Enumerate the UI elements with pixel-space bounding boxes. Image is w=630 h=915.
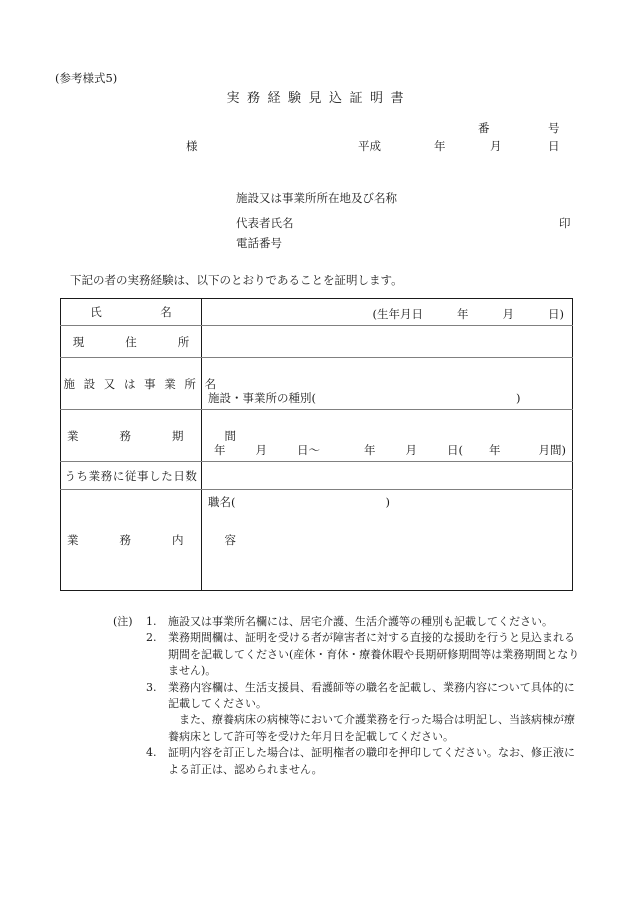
note-body [168,680,583,746]
note-paragraph: 施設又は事業所名欄には、居宅介護、生活介護等の種別も記載してください。 [168,615,553,628]
date-day-label: 日 [548,139,560,153]
period-start-month-label: 月 [255,443,267,457]
note-paragraph: 業務内容欄は、生活支援員、看護師等の職名を記載し、業務内容について具体的に記載してください。 [168,680,575,711]
period-total-year-label: 年 [489,443,501,457]
row-label-period-text: 業 務 期 間 [67,428,242,443]
row-label-period [61,410,242,462]
period-end-day-label: 日( [447,443,463,457]
list-item [146,630,583,679]
issue-date-row [330,138,580,155]
notes-list [146,614,583,778]
table-row [61,358,573,410]
row-value-name[interactable] [202,299,573,326]
row-label-facility-text: 施 設 又 は 事 業 所 名 [63,376,219,391]
facility-type-close-label: ) [516,391,521,405]
document-number-gou-label: 号 [548,121,560,135]
row-value-address[interactable] [202,326,573,358]
date-year-label: 年 [434,139,446,153]
notes-section [113,614,583,778]
period-end-month-label: 月 [405,443,417,457]
note-number: 1. [146,615,157,628]
document-number-row [330,120,580,137]
facility-type-inline [208,390,521,406]
facility-type-open-label: 施設・事業所の種別( [208,391,316,405]
birthdate-prefix-label: (生年月日 [372,307,423,321]
note-number: 4. [146,746,157,760]
addressee-suffix-label: 様 [186,139,198,153]
list-item [146,745,583,778]
row-value-period[interactable] [202,410,573,462]
note-body [168,614,583,630]
row-value-facility[interactable] [202,358,573,410]
row-value-jobcontent[interactable] [202,490,573,591]
jobtitle-open-label: 職名( [208,495,236,509]
jobtitle-close-label: ) [385,495,390,509]
list-item [146,614,583,630]
table-row [61,299,573,326]
row-label-jobcontent-text: 業 務 内 容 [67,533,242,547]
date-era-label: 平成 [358,139,381,153]
note-paragraph: 業務期間欄は、証明を受ける者が障害者に対する直接的な援助を行うと見込まれる期間を記載してください(産休・育休・療養休暇や長期研修期間等は業務期間となりません)。 [168,631,580,678]
issuer-representative-label: 代表者氏名 [236,216,294,230]
row-label-name [61,299,202,326]
certification-statement: 下記の者の実務経験は、以下のとおりであることを証明します。 [70,273,403,287]
table-row [61,462,573,490]
row-label-address [61,326,202,358]
issuer-seal-label: 印 [559,216,571,230]
document-title: 実務経験見込証明書 [226,91,411,106]
period-total-month-label: 月間) [538,443,566,457]
note-body [168,630,583,679]
experience-table [60,298,573,591]
row-label-days [61,462,202,490]
note-paragraph: また、療養病床の病棟等において介護業務を行った場合は明記し、当該病棟が療養病床として許可等を受けた年月日を記載してください。 [168,713,575,743]
row-value-days[interactable] [202,462,573,490]
form-id-label: (参考様式5) [55,71,118,85]
document-number-ban-label: 番 [478,121,490,135]
issuer-facility-label: 施設又は事業所所在地及び名称 [236,191,397,205]
period-start-year-label: 年 [214,443,226,457]
note-number: 2. [146,631,157,645]
row-label-address-text: 現 住 所 [72,334,196,349]
table-row [61,326,573,358]
table-row [61,490,573,591]
jobtitle-inline [208,494,390,510]
birthdate-day-label: 日) [548,307,564,321]
note-number: 3. [146,680,157,694]
notes-head-label: (注) [113,615,133,628]
period-end-year-label: 年 [364,443,376,457]
birthdate-inline [373,306,565,322]
issuer-telephone-label: 電話番号 [236,236,282,250]
row-label-name-text: 氏 名 [90,305,178,319]
birthdate-year-label: 年 [457,307,469,321]
period-start-day-label: 日～ [297,443,320,457]
note-body [168,745,583,778]
note-paragraph: 証明内容を訂正した場合は、証明権者の職印を押印してください。なお、修正液による訂正は、認められません。 [168,746,575,776]
table-row [61,410,573,462]
list-item [146,680,583,746]
row-label-days-text: うち業務に従事した日数 [64,468,198,483]
date-month-label: 月 [490,139,502,153]
row-label-facility [61,358,219,410]
period-inline [214,442,566,458]
birthdate-month-label: 月 [502,307,514,321]
